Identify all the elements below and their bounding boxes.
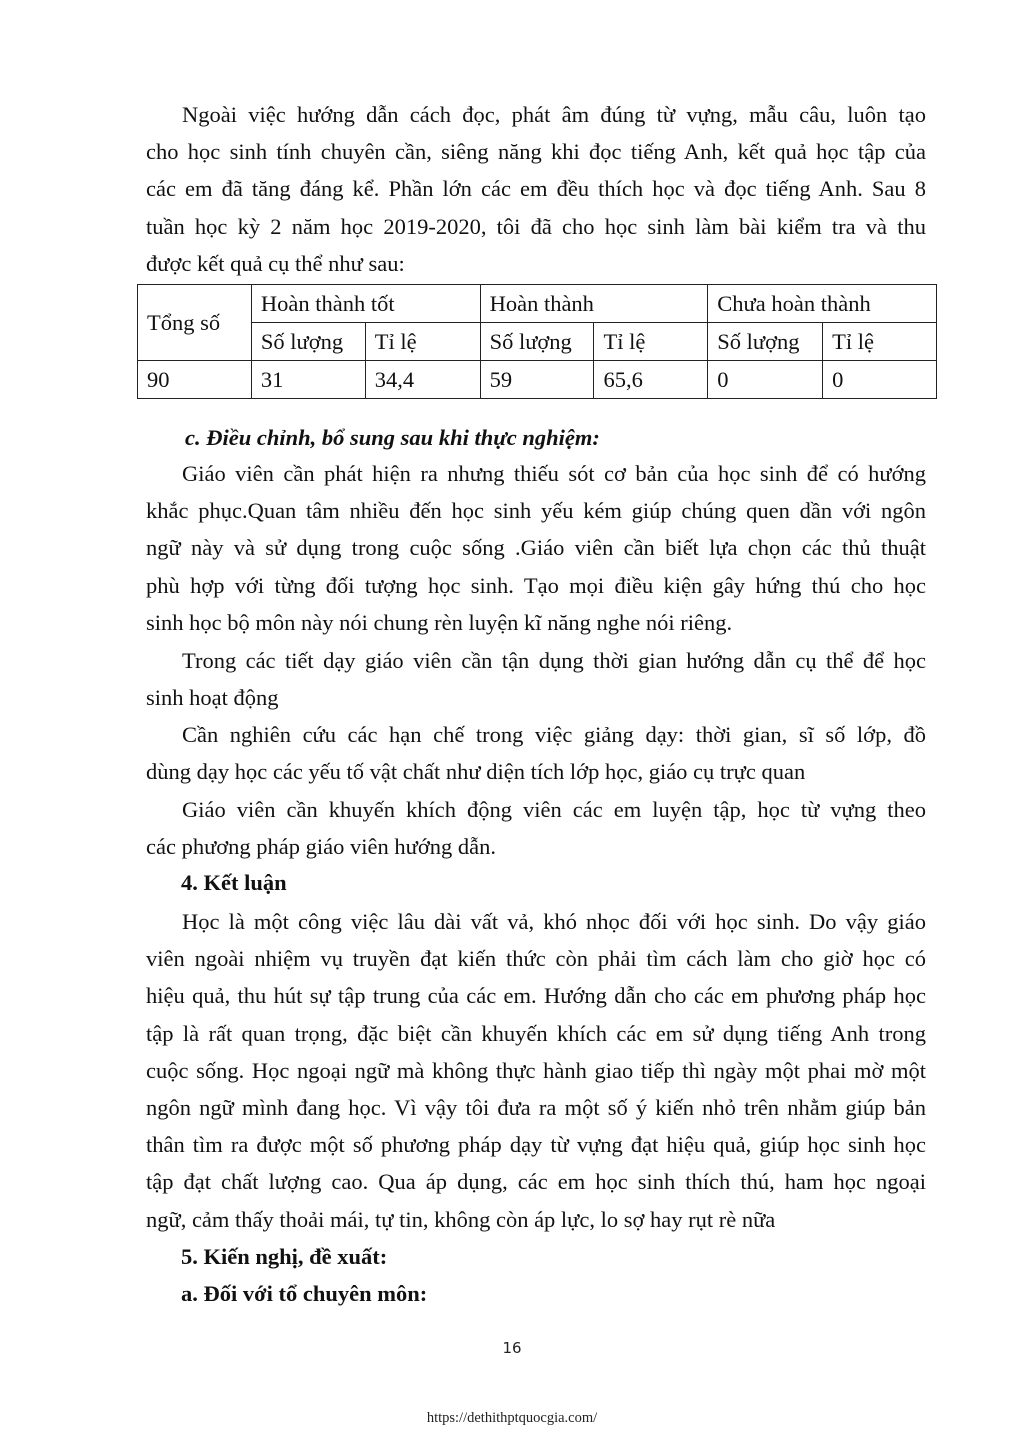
table-header-row — [138, 285, 937, 323]
paragraph-line: tập đạt chất lượng cao. Qua áp dụng, các em học sinh thích thú, ham học ngoại — [146, 1169, 926, 1195]
group-header-excellent: Hoàn thành tốt — [251, 285, 480, 323]
conclusion-paragraph — [146, 903, 926, 1238]
table-cell: 59 — [480, 361, 594, 399]
section-heading-department: a. Đối với tổ chuyên môn: — [181, 1281, 428, 1306]
section-heading-recommendations: 5. Kiến nghị, đề xuất: — [181, 1244, 388, 1269]
subheader-count: Số lượng — [480, 323, 594, 361]
paragraph-line: viên ngoài nhiệm vụ truyền đạt kiến thức còn phải tìm cách làm cho giờ học có — [146, 946, 926, 972]
group-header-not-completed: Chưa hoàn thành — [708, 285, 937, 323]
paragraph-line: Cần nghiên cứu các hạn chế trong việc giảng dạy: thời gian, sĩ số lớp, đồ — [182, 722, 926, 747]
limitations-paragraph — [146, 716, 926, 790]
paragraph-line: tuần học kỳ 2 năm học 2019-2020, tôi đã cho học sinh làm bài kiểm tra và thu — [146, 213, 926, 239]
paragraph-line: khắc phục.Quan tâm nhiều đến học sinh yếu kém giúp chúng quen dần với ngôn — [146, 498, 926, 524]
paragraph-line: Trong các tiết dạy giáo viên cần tận dụng thời gian hướng dẫn cụ thể để học — [182, 648, 926, 673]
subheader-count: Số lượng — [708, 323, 823, 361]
paragraph-line: ngữ này và sử dụng trong cuộc sống .Giáo viên cần biết lựa chọn các thủ thuật — [146, 535, 926, 561]
table-cell: 0 — [708, 361, 823, 399]
encouragement-paragraph — [146, 791, 926, 865]
source-url-link[interactable]: https://dethithptquocgia.com/ — [426, 1410, 598, 1426]
table-cell: 34,4 — [365, 361, 480, 399]
group-header-completed: Hoàn thành — [480, 285, 708, 323]
paragraph-line: các phương pháp giáo viên hướng dẫn. — [146, 834, 496, 860]
paragraph-line: ngôn ngữ mình đang học. Vì vậy tôi đưa ra một số ý kiến nhỏ trên nhằm giúp bản — [146, 1095, 926, 1121]
paragraph-line: phù hợp với từng đối tượng học sinh. Tạo mọi điều kiện gây hứng thú cho học — [146, 572, 926, 598]
subheader-ratio: Tỉ lệ — [594, 323, 708, 361]
paragraph-line: ngữ, cảm thấy thoải mái, tự tin, không còn áp lực, lo sợ hay rụt rè nữa — [146, 1206, 776, 1232]
subheader-ratio: Tỉ lệ — [823, 323, 937, 361]
paragraph-line: Học là một công việc lâu dài vất vả, khó nhọc đối với học sinh. Do vậy giáo — [182, 909, 926, 934]
paragraph-line: sinh học bộ môn này nói chung rèn luyện kĩ năng nghe nói riêng. — [146, 609, 733, 635]
paragraph-line: cho học sinh tính chuyên cần, siêng năng khi đọc tiếng Anh, kết quả học tập của — [146, 139, 926, 165]
paragraph-line: được kết quả cụ thể như sau: — [146, 250, 405, 276]
paragraph-line: dùng dạy học các yếu tố vật chất như diện tích lớp học, giáo cụ trực quan — [146, 759, 806, 785]
lesson-time-paragraph — [146, 642, 926, 716]
total-header-cell: Tổng số — [138, 285, 252, 361]
table-cell: 31 — [251, 361, 365, 399]
page-number: 16 — [502, 1339, 522, 1357]
paragraph-line: Giáo viên cần phát hiện ra nhưng thiếu sót cơ bản của học sinh để có hướng — [182, 461, 926, 486]
adjustment-paragraph — [146, 455, 926, 641]
section-heading-conclusion: 4. Kết luận — [181, 870, 287, 895]
results-table — [137, 284, 937, 399]
table-cell: 90 — [138, 361, 252, 399]
subheader-ratio: Tỉ lệ — [365, 323, 480, 361]
table-subheader-row — [138, 323, 937, 361]
subheader-count: Số lượng — [251, 323, 365, 361]
table-row — [138, 361, 937, 399]
section-heading-c: c. Điều chỉnh, bổ sung sau khi thực nghiệm: — [185, 425, 600, 450]
paragraph-line: sinh hoạt động — [146, 685, 279, 711]
paragraph-line: thân tìm ra được một số phương pháp dạy từ vựng đạt hiệu quả, giúp học sinh học — [146, 1132, 926, 1158]
paragraph-line: cuộc sống. Học ngoại ngữ mà không thực hành giao tiếp thì ngày một phai mờ một — [146, 1057, 926, 1083]
paragraph-line: tập là rất quan trọng, đặc biệt cần khuyến khích các em sử dụng tiếng Anh trong — [146, 1020, 926, 1046]
paragraph-line: Giáo viên cần khuyến khích động viên các em luyện tập, học từ vựng theo — [182, 797, 926, 822]
paragraph-line: các em đã tăng đáng kể. Phần lớn các em đều thích học và đọc tiếng Anh. Sau 8 — [146, 176, 926, 202]
table-cell: 65,6 — [594, 361, 708, 399]
table-cell: 0 — [823, 361, 937, 399]
paragraph-line: hiệu quả, thu hút sự tập trung của các em. Hướng dẫn cho các em phương pháp học — [146, 983, 926, 1009]
paragraph-line: Ngoài việc hướng dẫn cách đọc, phát âm đúng từ vựng, mẫu câu, luôn tạo — [182, 102, 926, 127]
intro-paragraph — [146, 96, 926, 282]
